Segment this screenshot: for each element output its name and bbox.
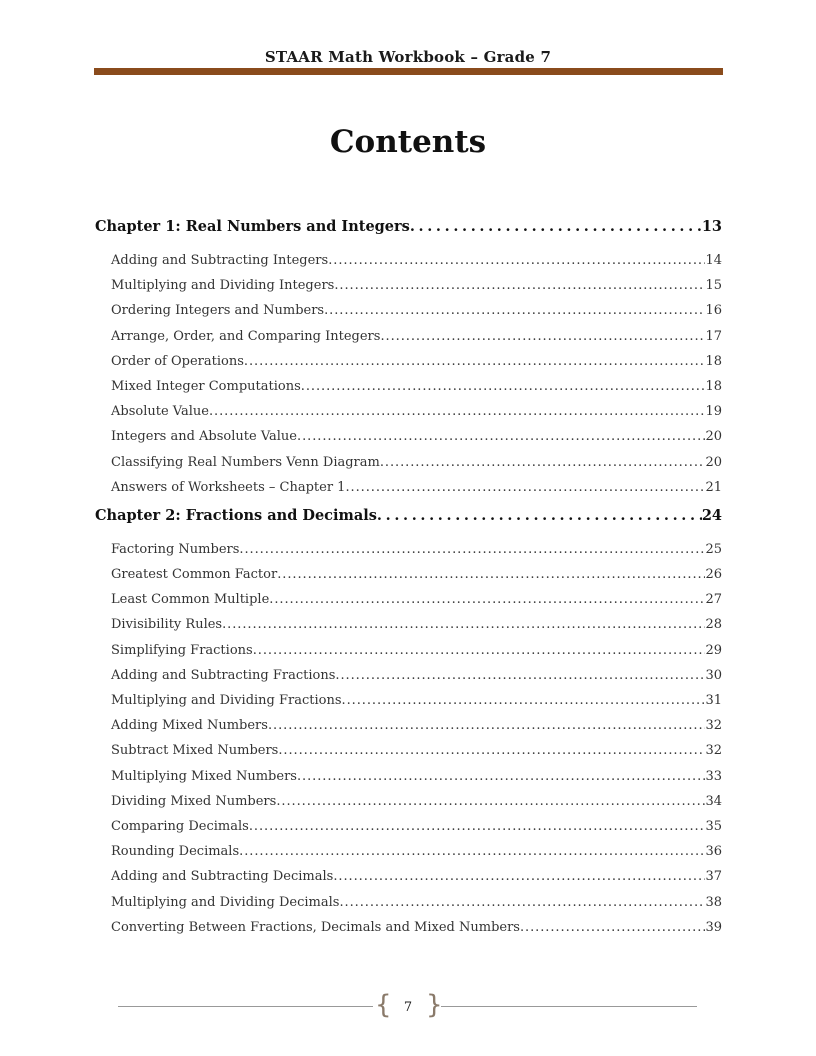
dot-leader <box>410 218 702 235</box>
entry-page: 38 <box>705 894 722 910</box>
dot-leader <box>380 455 706 470</box>
toc-entry[interactable] <box>95 819 722 844</box>
entry-title: Ordering Integers and Numbers <box>111 303 325 319</box>
entry-page: 37 <box>705 869 722 885</box>
table-of-contents <box>95 218 722 945</box>
dot-leader <box>222 617 705 632</box>
chapter-title: Chapter 2: Fractions and Decimals <box>95 506 377 524</box>
chapter-page: 13 <box>701 218 722 235</box>
dot-leader <box>334 278 705 293</box>
entry-title: Converting Between Fractions, Decimals and Mixed Numbers <box>111 919 520 935</box>
entry-page: 27 <box>705 592 722 608</box>
entry-title: Adding Mixed Numbers <box>111 718 268 734</box>
dot-leader <box>328 253 705 268</box>
toc-entry[interactable] <box>95 429 722 454</box>
entry-page: 25 <box>705 541 722 557</box>
toc-entry[interactable] <box>95 542 722 567</box>
entry-title: Multiplying and Dividing Fractions <box>111 693 342 708</box>
entry-title: Arrange, Order, and Comparing Integers <box>111 328 381 344</box>
entry-title: Dividing Mixed Numbers <box>111 793 277 809</box>
toc-entry[interactable] <box>95 895 722 920</box>
entry-page: 36 <box>705 844 722 860</box>
entry-page: 30 <box>705 667 722 683</box>
footer-rule-right <box>441 1006 697 1007</box>
toc-entry[interactable] <box>95 718 722 743</box>
dot-leader <box>297 429 705 444</box>
entry-page: 18 <box>705 353 722 369</box>
toc-chapter-2[interactable] <box>95 507 722 529</box>
dot-leader <box>380 329 705 344</box>
page-number: 7 <box>403 1000 413 1015</box>
entry-title: Adding and Subtracting Decimals <box>111 869 334 885</box>
right-brace-icon: } <box>426 990 443 1020</box>
entry-page: 34 <box>705 793 722 809</box>
toc-entry[interactable] <box>95 278 722 303</box>
dot-leader <box>239 844 705 859</box>
dot-leader <box>297 769 705 784</box>
entry-title: Rounding Decimals <box>111 844 240 860</box>
running-header-title: STAAR Math Workbook – Grade 7 <box>264 48 552 66</box>
toc-entry[interactable] <box>95 354 722 379</box>
entry-page: 28 <box>705 617 722 633</box>
entry-title: Absolute Value <box>111 404 209 420</box>
entry-title: Mixed Integer Computations <box>111 378 301 394</box>
toc-entry[interactable] <box>95 404 722 429</box>
entry-page: 26 <box>705 567 722 583</box>
toc-entry[interactable] <box>95 869 722 894</box>
entry-title: Multiplying Mixed Numbers <box>111 768 297 784</box>
entry-title: Adding and Subtracting Integers <box>111 253 329 268</box>
dot-leader <box>249 819 706 834</box>
entry-page: 32 <box>705 743 722 759</box>
left-brace-icon: { <box>375 990 392 1020</box>
entry-title: Divisibility Rules <box>111 617 223 633</box>
entry-page: 18 <box>705 378 722 394</box>
entry-title: Multiplying and Dividing Decimals <box>111 894 340 910</box>
dot-leader <box>335 668 705 683</box>
entry-title: Simplifying Fractions <box>111 642 253 658</box>
entry-title: Answers of Worksheets – Chapter 1 <box>111 479 346 495</box>
entry-page: 33 <box>705 768 722 784</box>
entry-title: Order of Operations <box>111 353 244 369</box>
toc-entry[interactable] <box>95 617 722 642</box>
toc-entry[interactable] <box>95 693 722 718</box>
entry-title: Classifying Real Numbers Venn Diagram <box>111 454 380 470</box>
toc-entry[interactable] <box>95 668 722 693</box>
entry-title: Comparing Decimals <box>111 818 249 834</box>
entry-title: Factoring Numbers <box>111 541 240 557</box>
entry-page: 39 <box>705 919 722 935</box>
entry-title: Greatest Common Factor <box>111 567 278 583</box>
dot-leader <box>239 542 705 557</box>
toc-entry[interactable] <box>95 769 722 794</box>
contents-title: Contents <box>329 124 487 160</box>
toc-entry[interactable] <box>95 592 722 617</box>
header-rule <box>94 68 723 75</box>
entry-page: 20 <box>705 454 722 470</box>
toc-entry[interactable] <box>95 303 722 328</box>
entry-page: 16 <box>705 303 722 319</box>
entry-page: 31 <box>705 693 722 708</box>
toc-entry[interactable] <box>95 743 722 768</box>
entry-page: 29 <box>705 642 722 658</box>
dot-leader <box>333 869 705 884</box>
dot-leader <box>269 592 705 607</box>
footer-rule-left <box>118 1006 373 1007</box>
toc-entry[interactable] <box>95 253 722 278</box>
entry-title: Integers and Absolute Value <box>111 429 297 445</box>
dot-leader <box>301 379 706 394</box>
entry-page: 35 <box>705 818 722 834</box>
dot-leader <box>268 718 706 733</box>
entry-page: 14 <box>705 253 722 268</box>
dot-leader <box>520 920 705 935</box>
toc-entry[interactable] <box>95 329 722 354</box>
dot-leader <box>276 794 705 809</box>
dot-leader <box>324 303 705 318</box>
dot-leader <box>278 743 705 758</box>
toc-entry[interactable] <box>95 480 722 505</box>
entry-page: 20 <box>705 429 722 445</box>
dot-leader <box>244 354 706 369</box>
entry-page: 21 <box>705 479 722 495</box>
entry-page: 19 <box>705 404 722 420</box>
chapter-page: 24 <box>701 506 722 524</box>
entry-title: Adding and Subtracting Fractions <box>111 667 336 683</box>
dot-leader <box>342 693 706 708</box>
toc-entry[interactable] <box>95 920 722 945</box>
dot-leader <box>377 507 702 524</box>
entry-page: 17 <box>705 328 722 344</box>
entry-page: 15 <box>705 278 722 294</box>
entry-title: Subtract Mixed Numbers <box>111 743 279 759</box>
toc-entry[interactable] <box>95 567 722 592</box>
entry-title: Multiplying and Dividing Integers <box>111 278 335 294</box>
toc-entry[interactable] <box>95 455 722 480</box>
toc-entry[interactable] <box>95 844 722 869</box>
dot-leader <box>339 895 705 910</box>
dot-leader <box>277 567 705 582</box>
toc-entry[interactable] <box>95 379 722 404</box>
entry-title: Least Common Multiple <box>111 592 270 608</box>
toc-entry[interactable] <box>95 643 722 668</box>
entry-page: 32 <box>705 718 722 734</box>
dot-leader <box>209 404 705 419</box>
dot-leader <box>253 643 706 658</box>
dot-leader <box>345 480 705 495</box>
toc-chapter-1[interactable] <box>95 218 722 240</box>
toc-entry[interactable] <box>95 794 722 819</box>
chapter-title: Chapter 1: Real Numbers and Integers <box>95 218 410 235</box>
